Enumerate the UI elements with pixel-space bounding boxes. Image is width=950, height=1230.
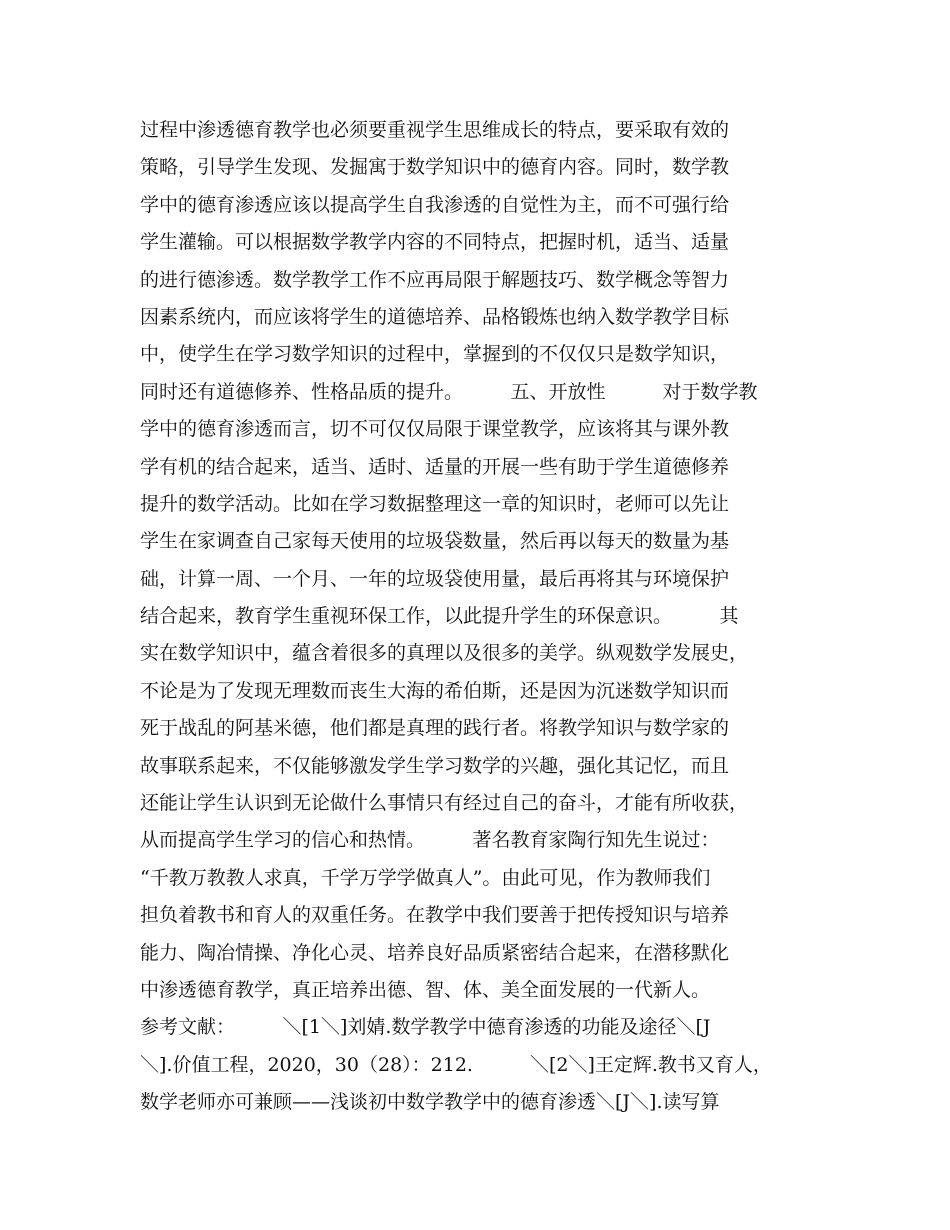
references-line: 参考文献： ＼[1＼]刘婧.数学教学中德育渗透的功能及途径＼[J	[140, 1016, 711, 1039]
text-line: 因素系统内，而应该将学生的道德培养、品格锻炼也纳入数学教学目标	[140, 305, 730, 328]
text-line: 学生在家调查自己家每天使用的垃圾袋数量，然后再以每天的数量为基	[140, 530, 730, 553]
text-line: “千教万教教人求真，千学万学学做真人”。由此可见，作为教师我们	[140, 866, 711, 889]
text-line: 学中的德育渗透而言，切不可仅仅局限于课堂教学，应该将其与课外教	[140, 418, 730, 441]
text-line: 过程中渗透德育教学也必须要重视学生思维成长的特点，要采取有效的	[140, 119, 730, 141]
text-line: 提升的数学活动。比如在学习数据整理这一章的知识时，老师可以先让	[140, 492, 730, 515]
text-line: 从而提高学生学习的信心和热情。 著名教育家陶行知先生说过：	[140, 829, 720, 852]
text-line: 死于战乱的阿基米德，他们都是真理的践行者。将教学知识与数学家的	[140, 717, 730, 740]
text-line: 故事联系起来，不仅能够激发学生学习数学的兴趣，强化其记忆，而且	[140, 754, 730, 777]
text-line: 不论是为了发现无理数而丧生大海的希伯斯，还是因为沉迷数学知识而	[140, 679, 730, 702]
body-text	[140, 112, 820, 1122]
text-line: 能力、陶冶情操、净化心灵、培养良好品质紧密结合起来，在潜移默化	[140, 941, 730, 964]
text-line: 还能让学生认识到无论做什么事情只有经过自己的奋斗，才能有所收获，	[140, 792, 749, 815]
references-line: ＼].价值工程，2020，30（28）：212. ＼[2＼]王定辉.教书又育人，	[140, 1053, 772, 1076]
text-line: 中，使学生在学习数学知识的过程中，掌握到的不仅仅只是数学知识，	[140, 343, 730, 366]
text-line: 同时还有道德修养、性格品质的提升。 五、开放性 对于数学教	[140, 380, 758, 403]
text-line: 结合起来，教育学生重视环保工作，以此提升学生的环保意识。 其	[140, 605, 739, 628]
text-line: 担负着教书和育人的双重任务。在教学中我们要善于把传授知识与培养	[140, 904, 730, 927]
text-line: 实在数学知识中，蕴含着很多的真理以及很多的美学。纵观数学发展史，	[140, 642, 749, 665]
text-line: 中渗透德育教学，真正培养出德、智、体、美全面发展的一代新人。	[140, 978, 711, 1001]
text-line: 学有机的结合起来，适当、适时、适量的开展一些有助于学生道德修养	[140, 455, 730, 478]
text-line: 础，计算一周、一个月、一年的垃圾袋使用量，最后再将其与环境保护	[140, 567, 730, 590]
text-line: 学中的德育渗透应该以提高学生自我渗透的自觉性为主，而不可强行给	[140, 193, 730, 216]
references-line: 数学老师亦可兼顾——浅谈初中数学教学中的德育渗透＼[J＼].读写算	[140, 1091, 720, 1114]
text-line: 的进行德渗透。数学教学工作不应再局限于解题技巧、数学概念等智力	[140, 268, 730, 291]
text-line: 学生灌输。可以根据数学教学内容的不同特点，把握时机，适当、适量	[140, 231, 730, 254]
text-line: 策略，引导学生发现、发掘寓于数学知识中的德育内容。同时，数学教	[140, 156, 730, 179]
